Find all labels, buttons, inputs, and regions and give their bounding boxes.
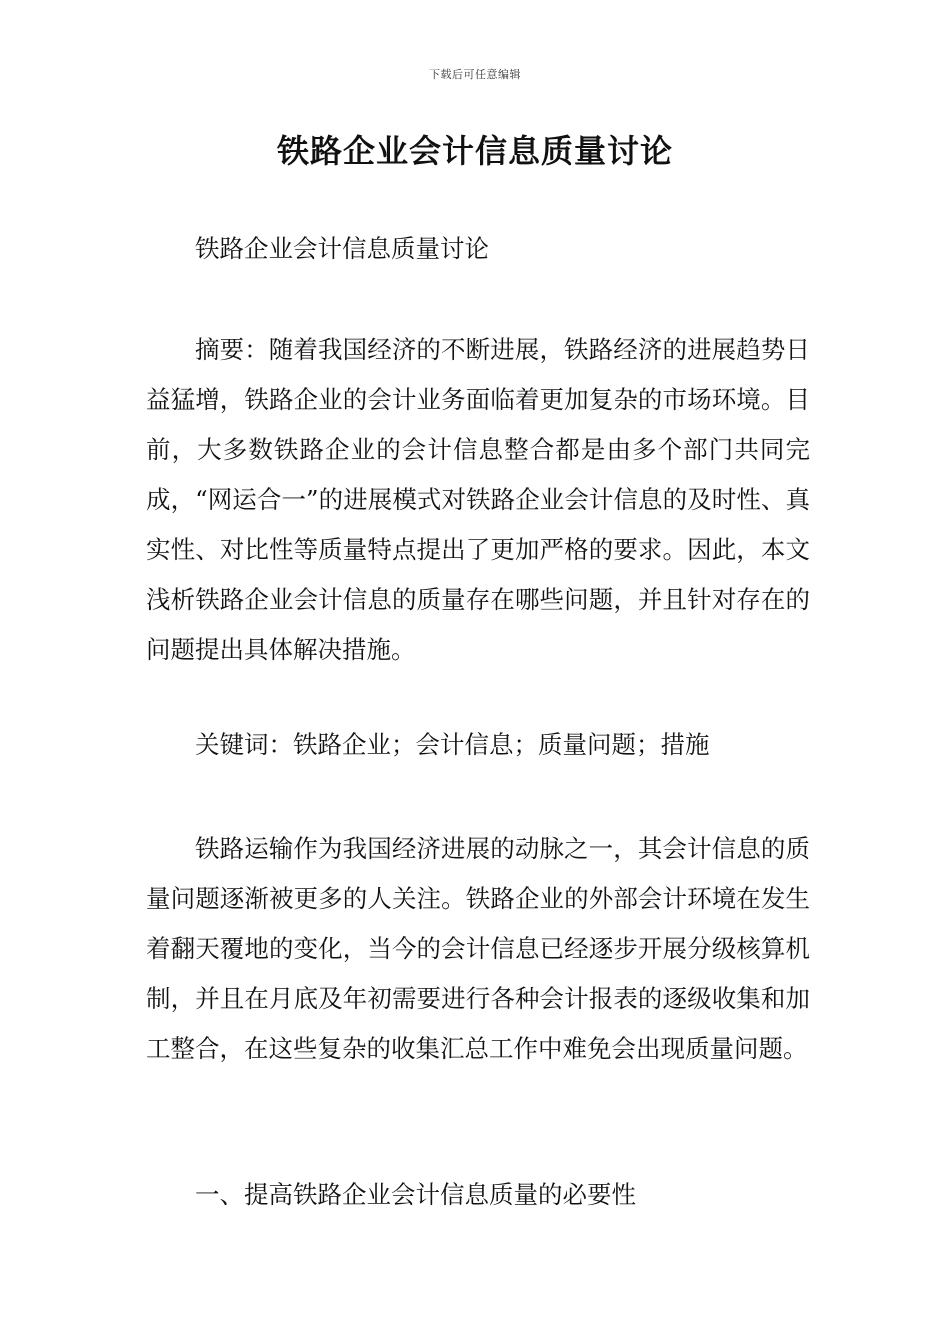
keywords-paragraph: 关键词：铁路企业；会计信息；质量问题；措施 <box>195 730 710 759</box>
header-note: 下载后可任意编辑 <box>429 68 521 81</box>
abstract-paragraph: 摘要：随着我国经济的不断进展，铁路经济的进展趋势日益猛增，铁路企业的会计业务面临着更加复杂的市场环境。目前，大多数铁路企业的会计信息整合都是由多个部门共同完成，“网运合一”的进展模式对铁路企业会计信息的及时性、真实性、对比性等质量特点提出了更加严格的要求。因此，本文浅析铁路企业会计信息的质量存在哪些问题，并且针对存在的问题提出具体解决措施。 <box>146 335 810 664</box>
section-heading: 一、提高铁路企业会计信息质量的必要性 <box>195 1180 636 1209</box>
subtitle-paragraph: 铁路企业会计信息质量讨论 <box>195 234 489 263</box>
document-title: 铁路企业会计信息质量讨论 <box>276 132 673 170</box>
intro-paragraph: 铁路运输作为我国经济进展的动脉之一，其会计信息的质量问题逐渐被更多的人关注。铁路企业的外部会计环境在发生着翻天覆地的变化，当今的会计信息已经逐步开展分级核算机制，并且在月底及年初需要进行各种会计报表的逐级收集和加工整合，在这些复杂的收集汇总工作中难免会出现质量问题。 <box>146 834 810 1063</box>
